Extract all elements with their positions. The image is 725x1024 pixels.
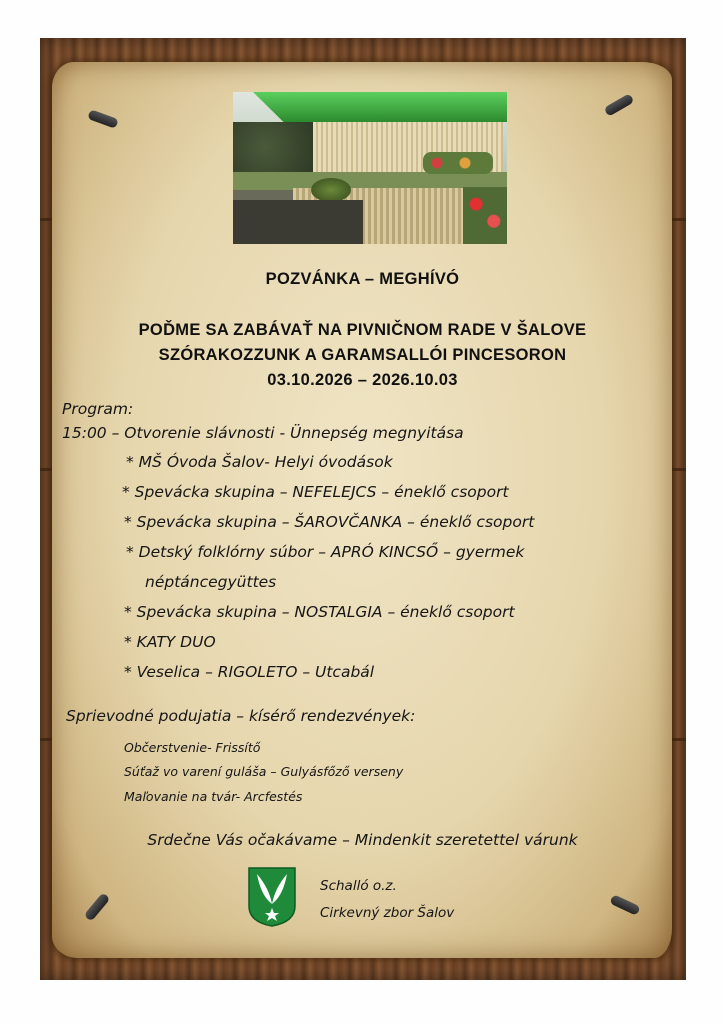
program-item: * Spevácka skupina – ŠAROVČANKA – éneklő csoport xyxy=(124,513,535,531)
program-item: * Veselica – RIGOLETO – Utcabál xyxy=(124,663,375,681)
program-opening: 15:00 – Otvorenie slávnosti - Ünnepség megnyitása xyxy=(62,424,464,442)
event-photo xyxy=(233,92,507,244)
shield-logo-icon xyxy=(247,866,297,928)
program-label: Program: xyxy=(62,400,134,418)
program-item: * Detský folklórny súbor – APRÓ KINCSŐ – gyermek xyxy=(126,543,525,561)
side-events-label: Sprievodné podujatia – kísérő rendezvények: xyxy=(66,707,416,725)
program-item: * Spevácka skupina – NOSTALGIA – éneklő csoport xyxy=(124,603,515,621)
side-event-item: Občerstvenie- Frissítő xyxy=(124,740,261,755)
program-item: néptáncegyüttes xyxy=(145,573,277,591)
program-item: * MŠ Óvoda Šalov- Helyi óvodások xyxy=(126,453,393,471)
side-event-item: Maľovanie na tvár- Arcfestés xyxy=(124,789,303,804)
organizer-name: Schalló o.z. xyxy=(320,878,397,894)
program-item: * Spevácka skupina – NEFELEJCS – éneklő csoport xyxy=(122,483,509,501)
headline-hu: SZÓRAKOZZUNK A GARAMSALLÓI PINCESORON xyxy=(158,346,567,364)
side-event-item: Súťaž vo varení guláša – Gulyásfőző verseny xyxy=(124,764,404,779)
event-dates: 03.10.2026 – 2026.10.03 xyxy=(267,371,458,389)
invitation-title: POZVÁNKA – MEGHÍVÓ xyxy=(265,270,460,288)
headline-sk: POĎME SA ZABÁVAŤ NA PIVNIČNOM RADE V ŠALOVE xyxy=(138,321,587,339)
program-item: * KATY DUO xyxy=(124,633,216,651)
closing-line: Srdečne Vás očakávame – Mindenkit szeretettel várunk xyxy=(147,831,578,849)
organizer-name: Cirkevný zbor Šalov xyxy=(320,905,455,921)
